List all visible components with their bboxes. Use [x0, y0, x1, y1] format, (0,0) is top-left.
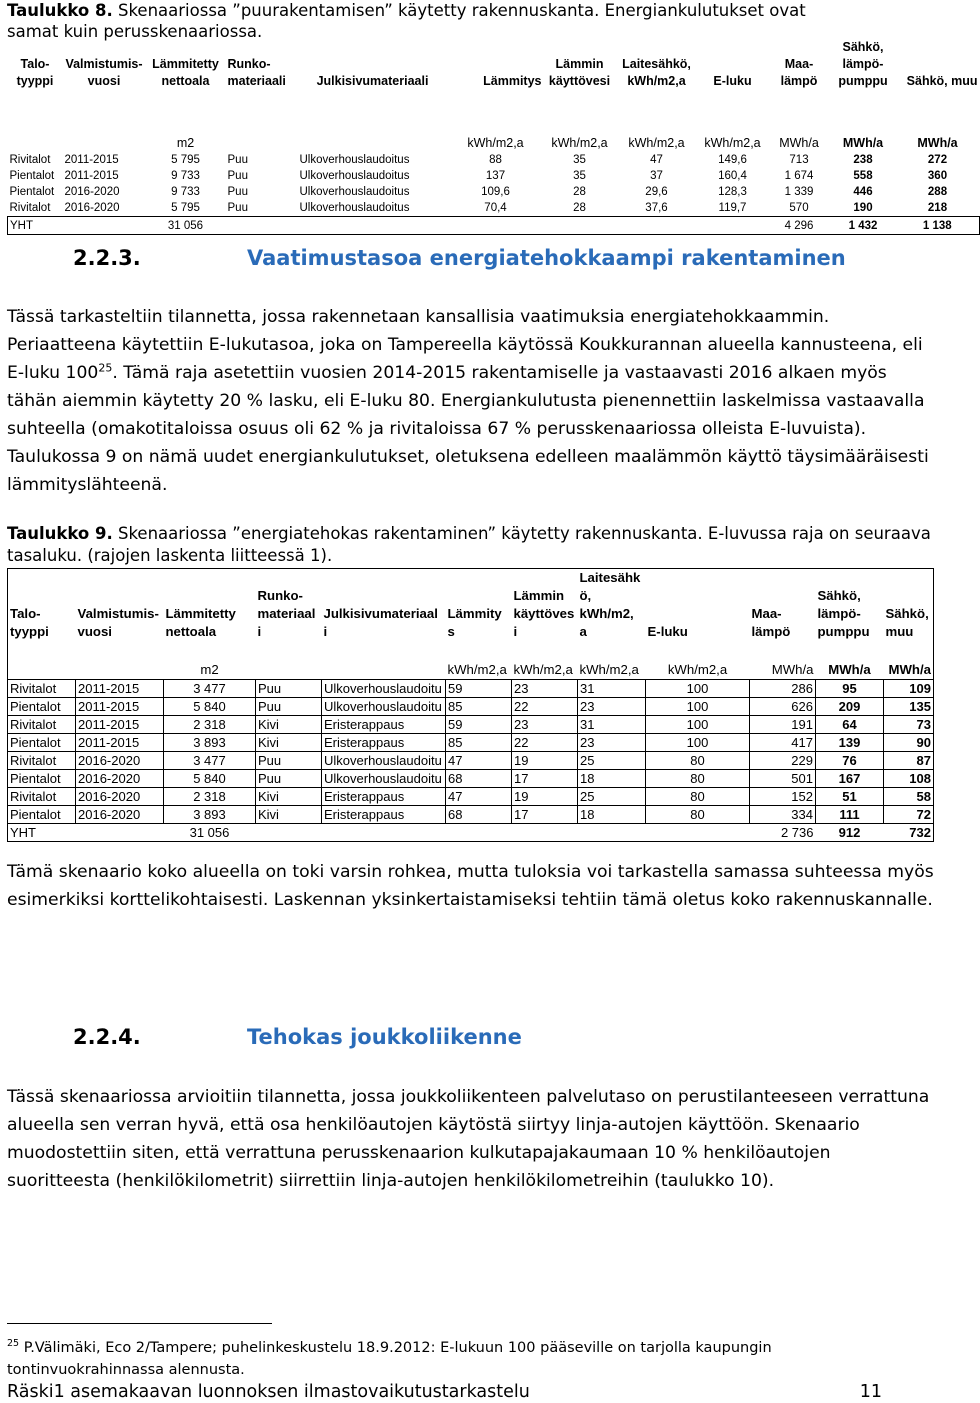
table-cell: 108: [884, 770, 934, 788]
table-cell: 713: [789, 153, 809, 166]
table-cell: 286: [750, 680, 816, 698]
unit-cell: kWh/m2,a: [551, 136, 608, 150]
table-cell: 2 318: [164, 716, 256, 734]
unit-cell: MWh/a: [917, 136, 958, 150]
table-cell: 18: [578, 806, 646, 824]
column-header: Sähkö, lämpö- pumppu: [816, 569, 884, 642]
column-header: Runko- materiaali: [227, 57, 286, 88]
unit-cell: kWh/m2,a: [579, 662, 639, 677]
table-cell: 3 893: [164, 806, 256, 824]
paragraph-public-transport: Tässä skenaariossa arvioitiin tilannetta, jossa joukkoliikenteen palvelutaso on perustilanteeseen verrattuna alueella sen verran hyvä, että osa henkilöautojen käytöstä siirtyy linja-autojen käyttöön. Skenaario muodostettiin siten, että verrattuna perusskenaarion kulkutapajakaumaan 10 % henkilöautojen suoritteesta (henkilökilometrit) siirrettiin linja-autojen henkilökilometreihin (taulukko 10).: [7, 1087, 930, 1191]
table-cell: Pientalot: [8, 770, 76, 788]
total-cell: [446, 824, 512, 842]
table8-caption-label: Taulukko 8.: [7, 1, 113, 20]
total-cell: [646, 824, 750, 842]
table-cell: 35: [573, 153, 586, 166]
table-cell: 229: [750, 752, 816, 770]
unit-cell: MWh/a: [771, 662, 814, 677]
table-row: [8, 698, 934, 716]
unit-cell: [256, 641, 322, 680]
table-cell: 47: [446, 752, 512, 770]
column-header: Maa- lämpö: [750, 569, 816, 642]
table-cell: 90: [884, 734, 934, 752]
table-cell: 25: [578, 752, 646, 770]
table-cell: 2011-2015: [76, 734, 164, 752]
units-row: [8, 641, 934, 680]
table-cell: 238: [853, 153, 873, 166]
section-number: 2.2.4.: [73, 1025, 141, 1049]
total-cell: 732: [884, 824, 934, 842]
table-row: [8, 806, 934, 824]
table-cell: 85: [446, 734, 512, 752]
table-cell: 59: [446, 716, 512, 734]
table-cell: 73: [884, 716, 934, 734]
table-cell: Ulkoverhouslaudoitu: [322, 680, 446, 698]
table-cell: 70,4: [484, 201, 507, 214]
total-cell: [298, 217, 448, 235]
table-cell: Puu: [227, 153, 248, 166]
table-cell: 209: [816, 698, 884, 716]
table-cell: 2 318: [164, 788, 256, 806]
section-number: 2.2.3.: [73, 246, 141, 270]
table-cell: 23: [512, 680, 578, 698]
table-cell: Kivi: [256, 716, 322, 734]
unit-cell: [63, 90, 146, 152]
table-cell: Ulkoverhouslaudoitu: [322, 752, 446, 770]
table-cell: 58: [884, 788, 934, 806]
table-cell: 2011-2015: [76, 716, 164, 734]
table-cell: 100: [646, 716, 750, 734]
page-number: 11: [859, 1382, 882, 1402]
total-cell: [63, 217, 146, 235]
column-header: Julkisivumateriaali: [316, 74, 429, 88]
unit-cell: kWh/m2,a: [447, 662, 507, 677]
column-header: E-luku: [646, 569, 750, 642]
footnote: [7, 1333, 907, 1381]
total-cell: 4 296: [768, 217, 831, 235]
table-cell: Puu: [256, 680, 322, 698]
unit-cell: kWh/m2,a: [467, 136, 524, 150]
table-cell: 25: [578, 788, 646, 806]
table-row: [8, 200, 980, 217]
table-cell: 9 733: [171, 185, 200, 198]
total-cell: [448, 217, 544, 235]
table9-caption-text: Skenaariossa ”energiatehokas rakentaminen” käytetty rakennuskanta. E-luvussa raja on seuraava tasaluku. (rajojen laskenta liitteessä 1).: [7, 524, 931, 565]
column-header: Lämmin käyttöves i: [512, 569, 578, 642]
table-cell: 334: [750, 806, 816, 824]
total-cell: YHT: [8, 217, 63, 235]
paragraph-energy-efficiency: [7, 303, 937, 499]
table-row: [8, 752, 934, 770]
table-cell: 22: [512, 698, 578, 716]
table-cell: 80: [646, 752, 750, 770]
unit-cell: m2: [200, 662, 219, 677]
table-cell: Rivitalot: [8, 752, 76, 770]
table-cell: Ulkoverhouslaudoitu: [322, 770, 446, 788]
table-cell: 59: [446, 680, 512, 698]
table-cell: 47: [446, 788, 512, 806]
table-cell: 85: [446, 698, 512, 716]
table-cell: 2016-2020: [76, 788, 164, 806]
table-row: [8, 152, 980, 168]
column-header: Sähkö, muu: [906, 74, 978, 88]
total-cell: [698, 217, 768, 235]
total-cell: 912: [816, 824, 884, 842]
table-cell: 5 795: [171, 201, 200, 214]
unit-cell: kWh/m2,a: [513, 662, 573, 677]
table-cell: 128,3: [718, 185, 747, 198]
table-cell: 2011-2015: [76, 680, 164, 698]
table-cell: 28: [573, 185, 586, 198]
table-cell: 18: [578, 770, 646, 788]
total-cell: [512, 824, 578, 842]
table-cell: 2016-2020: [76, 806, 164, 824]
table-cell: 137: [485, 169, 506, 182]
table-cell: 80: [646, 806, 750, 824]
total-cell: [544, 217, 616, 235]
column-header: Lämmity s: [446, 569, 512, 642]
column-header: Sähkö, lämpö- pumppu: [838, 40, 888, 88]
table-cell: Kivi: [256, 806, 322, 824]
total-cell: 2 736: [750, 824, 816, 842]
table-cell: Rivitalot: [8, 788, 76, 806]
unit-cell: [8, 90, 63, 152]
units-row: [8, 90, 980, 152]
table-cell: 1 674: [784, 169, 814, 182]
table-cell: Kivi: [256, 788, 322, 806]
table-cell: Pientalot: [8, 734, 76, 752]
table-cell: Ulkoverhouslaudoitus: [299, 201, 410, 214]
table-cell: 2011-2015: [64, 153, 119, 166]
unit-cell: MWh/a: [828, 662, 871, 677]
table-cell: Puu: [227, 169, 248, 182]
table-cell: 37,6: [645, 201, 668, 214]
table-cell: 417: [750, 734, 816, 752]
table-cell: 160,4: [718, 169, 747, 182]
table-cell: 100: [646, 698, 750, 716]
table-cell: 80: [646, 770, 750, 788]
table-cell: 76: [816, 752, 884, 770]
table8: [7, 38, 978, 235]
table-cell: Pientalot: [8, 698, 76, 716]
table-row: [8, 788, 934, 806]
table-cell: 218: [927, 201, 948, 214]
column-header: Talo- tyyppi: [16, 57, 54, 88]
table-cell: 626: [750, 698, 816, 716]
table-cell: 119,7: [718, 201, 747, 214]
unit-cell: [298, 90, 448, 152]
unit-cell: kWh/m2,a: [667, 662, 728, 677]
table9: [7, 568, 933, 842]
column-header: Runko- materiaal i: [256, 569, 322, 642]
table-cell: 111: [816, 806, 884, 824]
table-cell: Rivitalot: [9, 153, 51, 166]
table-cell: 109: [884, 680, 934, 698]
unit-cell: kWh/m2,a: [628, 136, 685, 150]
column-header: Sähkö, muu: [884, 569, 934, 642]
table-cell: 3 477: [164, 752, 256, 770]
table-cell: Puu: [256, 770, 322, 788]
total-cell: [76, 824, 164, 842]
column-header: Laitesähk ö, kWh/m2, a: [578, 569, 646, 642]
paragraph-text: Periaatteena käytettiin E-lukutasoa, joka on Tampereella käytössä Koukkurannan alueella kannusteena, eli E-luku 100: [7, 335, 923, 383]
table-cell: 28: [573, 201, 586, 214]
table-cell: 29,6: [645, 185, 668, 198]
table-cell: 72: [884, 806, 934, 824]
column-header: Julkisivumateriaal i: [322, 569, 446, 642]
table-cell: Eristerappaus: [322, 716, 446, 734]
table-cell: 64: [816, 716, 884, 734]
total-cell: [256, 824, 322, 842]
total-cell: 31 056: [146, 217, 226, 235]
table-cell: 23: [512, 716, 578, 734]
table-cell: Kivi: [256, 734, 322, 752]
table-cell: 35: [573, 169, 586, 182]
table-cell: Rivitalot: [8, 716, 76, 734]
table-cell: 446: [853, 185, 873, 198]
table-cell: 100: [646, 734, 750, 752]
table-cell: 360: [927, 169, 948, 182]
column-header: Valmistumis- vuosi: [76, 569, 164, 642]
footnote-text: P.Välimäki, Eco 2/Tampere; puhelinkeskustelu 18.9.2012: E-lukuun 100 pääseville on tarjolla kaupungin tontinvuokrahinnassa alennusta.: [7, 1339, 772, 1378]
total-cell: 31 056: [164, 824, 256, 842]
column-header: Talo- tyyppi: [8, 569, 76, 642]
table-cell: 95: [816, 680, 884, 698]
table-cell: Puu: [227, 201, 248, 214]
table-cell: 9 733: [171, 169, 200, 182]
table-cell: Rivitalot: [9, 201, 51, 214]
page-footer: [7, 1381, 882, 1403]
table-cell: 558: [853, 169, 873, 182]
table-cell: Eristerappaus: [322, 734, 446, 752]
table-cell: 109,6: [481, 185, 510, 198]
table-cell: 68: [446, 806, 512, 824]
table-cell: 135: [884, 698, 934, 716]
column-header: E-luku: [713, 74, 752, 88]
unit-cell: MWh/a: [779, 136, 819, 150]
footnote-divider: [7, 1323, 272, 1324]
table9-header-row: [8, 569, 934, 642]
table-cell: 23: [578, 698, 646, 716]
table-cell: 5 795: [171, 153, 200, 166]
table-cell: 3 893: [164, 734, 256, 752]
table-cell: 167: [816, 770, 884, 788]
table-cell: 501: [750, 770, 816, 788]
table-cell: Pientalot: [8, 806, 76, 824]
table-cell: Puu: [256, 752, 322, 770]
paragraph-line: Tässä tarkasteltiin tilannetta, jossa rakennetaan kansallisia vaatimuksia energiatehokkaammin.: [7, 307, 830, 327]
column-header: Laitesähkö, kWh/m2,a: [622, 57, 691, 88]
unit-cell: m2: [176, 136, 195, 150]
total-cell: 1 432: [831, 217, 896, 235]
paragraph-scenario-note: Tämä skenaario koko alueella on toki varsin rohkea, mutta tuloksia voi tarkastella samassa suhteessa myös esimerkiksi korttelikohtaisesti. Laskennan yksinkertaistamiseksi tehtiin tämä oletus koko rakennuskannalle.: [7, 862, 934, 910]
footer-title: Räski1 asemakaavan luonnoksen ilmastovaikutustarkastelu: [7, 1382, 530, 1402]
table-cell: 88: [489, 153, 502, 166]
table9-caption: [7, 523, 937, 567]
table-cell: 17: [512, 806, 578, 824]
column-header: Lämmitys: [483, 74, 542, 88]
table-cell: Pientalot: [9, 185, 55, 198]
total-cell: [226, 217, 298, 235]
total-cell: [322, 824, 446, 842]
table-cell: 80: [646, 788, 750, 806]
table-cell: 87: [884, 752, 934, 770]
table-row: [8, 184, 980, 200]
column-header: Maa- lämpö: [780, 57, 818, 88]
table-cell: 2016-2020: [64, 201, 120, 214]
table-cell: Pientalot: [9, 169, 55, 182]
table8-caption-text: Skenaariossa ”puurakentamisen” käytetty rakennuskanta. Energiankulutukset ovat samat kuin perusskenaariossa.: [7, 1, 806, 41]
total-cell: YHT: [8, 824, 76, 842]
table-cell: 152: [750, 788, 816, 806]
table-cell: 2016-2020: [76, 752, 164, 770]
table-cell: 3 477: [164, 680, 256, 698]
table9-caption-label: Taulukko 9.: [7, 524, 113, 543]
column-header: Lämmitetty nettoala: [152, 57, 219, 88]
table-cell: 272: [927, 153, 948, 166]
table-cell: Ulkoverhouslaudoitus: [299, 169, 410, 182]
table-cell: 2016-2020: [76, 770, 164, 788]
table-cell: 2016-2020: [64, 185, 120, 198]
unit-cell: [8, 641, 76, 680]
total-cell: [616, 217, 698, 235]
unit-cell: [322, 641, 446, 680]
table-row: [8, 168, 980, 184]
table-cell: 47: [650, 153, 663, 166]
paragraph-text: . Tämä raja asetettiin vuosien 2014-2015 rakentamiselle ja vastaavasti 2016 alkaen myös tähän aiemmin käytetty 20 % lasku, eli E-luku 80. Energiankulutusta pienennettiin laskelmissa vastaavalla suhteella (omakotitaloissa osuus oli 62 % ja rivitaloissa 67 % perusskenaariossa olleista E-luvuista). Taulukossa 9 on nämä uudet energiankulutukset, oletuksena edelleen maalämmön käyttö täysimääräisesti lämmityslähteenä.: [7, 363, 929, 495]
table-cell: 191: [750, 716, 816, 734]
column-header: Valmistumis- vuosi: [65, 57, 143, 88]
total-cell: [578, 824, 646, 842]
table8-header-row: [8, 38, 980, 90]
table-cell: 190: [853, 201, 873, 214]
table-cell: 17: [512, 770, 578, 788]
table-cell: Rivitalot: [8, 680, 76, 698]
table-cell: 1 339: [784, 185, 814, 198]
table-cell: 288: [927, 185, 948, 198]
table-row: [8, 680, 934, 698]
table-cell: Ulkoverhouslaudoitus: [299, 153, 410, 166]
table-cell: Puu: [227, 185, 248, 198]
unit-cell: kWh/m2,a: [704, 136, 761, 150]
table-cell: 51: [816, 788, 884, 806]
unit-cell: [226, 90, 298, 152]
table-cell: 31: [578, 680, 646, 698]
table-row: [8, 734, 934, 752]
table-row: [8, 716, 934, 734]
table-cell: Ulkoverhouslaudoitu: [322, 698, 446, 716]
table-cell: 2011-2015: [76, 698, 164, 716]
table-cell: 23: [578, 734, 646, 752]
unit-cell: MWh/a: [888, 662, 931, 677]
table-cell: Puu: [256, 698, 322, 716]
total-row: [8, 824, 934, 842]
column-header: Lämmitetty nettoala: [164, 569, 256, 642]
table-cell: Eristerappaus: [322, 788, 446, 806]
footnote-ref: 25: [98, 361, 113, 375]
paragraph-body: [7, 331, 937, 499]
section-title: Tehokas joukkoliikenne: [247, 1025, 522, 1049]
section-title: Vaatimustasoa energiatehokkaampi rakentaminen: [247, 246, 846, 270]
table-cell: 31: [578, 716, 646, 734]
table-cell: 149,6: [718, 153, 747, 166]
total-cell: 1 138: [896, 217, 980, 235]
table-row: [8, 770, 934, 788]
table-cell: 68: [446, 770, 512, 788]
table-cell: Eristerappaus: [322, 806, 446, 824]
table-cell: 570: [789, 201, 809, 214]
table-cell: 5 840: [164, 770, 256, 788]
table-cell: Ulkoverhouslaudoitus: [299, 185, 410, 198]
table-cell: 19: [512, 752, 578, 770]
table-cell: 19: [512, 788, 578, 806]
column-header: Lämmin käyttövesi: [548, 57, 611, 88]
table-cell: 100: [646, 680, 750, 698]
unit-cell: MWh/a: [842, 136, 884, 150]
table-cell: 2011-2015: [64, 169, 119, 182]
table-cell: 22: [512, 734, 578, 752]
table-cell: 37: [650, 169, 663, 182]
footnote-number: 25: [7, 1338, 20, 1349]
table8-caption: [7, 0, 847, 42]
table-cell: 5 840: [164, 698, 256, 716]
table-cell: 139: [816, 734, 884, 752]
unit-cell: [76, 641, 164, 680]
total-row: [8, 217, 980, 235]
